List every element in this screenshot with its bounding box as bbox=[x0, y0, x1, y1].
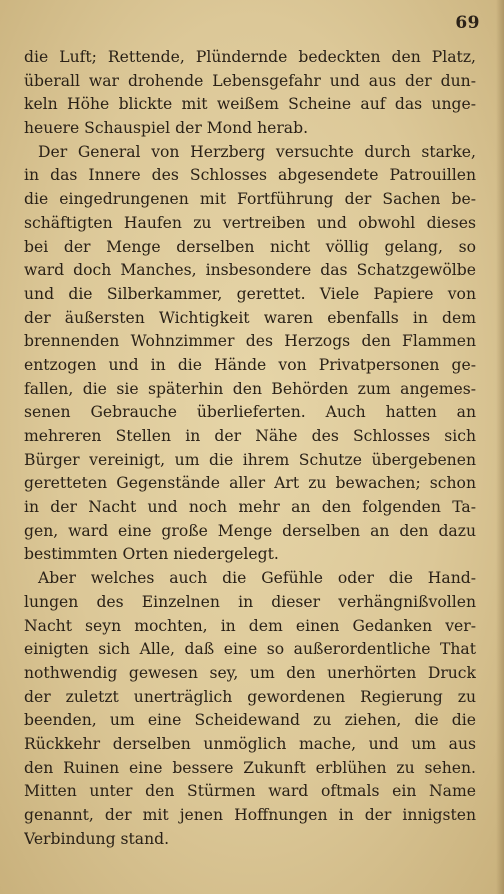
text-line: geretteten Gegenstände aller Art zu bewachen; schon bbox=[24, 474, 476, 493]
text-line: lungen des Einzelnen in dieser verhängnißvollen bbox=[24, 592, 476, 611]
text-line: in der Nacht und noch mehr an den folgenden Ta- bbox=[24, 498, 476, 517]
body-text bbox=[24, 46, 476, 851]
text-line: bestimmten Orten niedergelegt. bbox=[24, 545, 279, 564]
text-line: Rückkehr derselben unmöglich mache, und um aus bbox=[24, 734, 476, 753]
text-line: Mitten unter den Stürmen ward oftmals ein Name bbox=[24, 782, 476, 801]
text-line: der zuletzt unerträglich gewordenen Regierung zu bbox=[24, 687, 476, 706]
text-line: den Ruinen eine bessere Zukunft erblühen zu sehen. bbox=[24, 758, 476, 777]
text-line: senen Gebrauche überlieferten. Auch hatten an bbox=[24, 403, 476, 422]
text-line: und die Silberkammer, gerettet. Viele Papiere von bbox=[24, 284, 476, 303]
text-line: überall war drohende Lebensgefahr und aus der dun- bbox=[24, 71, 476, 90]
text-line: fallen, die sie späterhin den Behörden zum angemes- bbox=[24, 379, 476, 398]
text-line: Bürger vereinigt, um die ihrem Schutze übergebenen bbox=[24, 450, 476, 469]
text-line: Der General von Herzberg versuchte durch starke, bbox=[38, 142, 476, 161]
text-line: mehreren Stellen in der Nähe des Schlosses sich bbox=[24, 427, 476, 445]
text-line: nothwendig gewesen sey, um den unerhörten Druck bbox=[24, 663, 476, 682]
text-line: entzogen und in die Hände von Privatpersonen ge- bbox=[24, 355, 476, 374]
text-line: die eingedrungenen mit Fortführung der Sachen be- bbox=[24, 190, 476, 209]
text-line: beenden, um eine Scheidewand zu ziehen, die die bbox=[24, 711, 476, 730]
text-line: heuere Schauspiel der Mond herab. bbox=[24, 119, 309, 138]
text-line: ward doch Manches, insbesondere das Schatzgewölbe bbox=[24, 261, 476, 280]
text-line: einigten sich Alle, daß eine so außerordentliche That bbox=[24, 640, 476, 659]
text-line: in das Innere des Schlosses abgesendete Patrouillen bbox=[24, 166, 476, 185]
page-edge-shadow bbox=[496, 0, 504, 894]
text-line: genannt, der mit jenen Hoffnungen in der innigsten bbox=[24, 806, 476, 824]
text-line: Nacht seyn mochten, in dem einen Gedanken ver- bbox=[24, 616, 476, 635]
page-number: 69 bbox=[455, 13, 480, 33]
text-line: keln Höhe blickte mit weißem Scheine auf das unge- bbox=[24, 95, 476, 114]
text-line: Verbindung stand. bbox=[24, 829, 170, 848]
text-line: der äußersten Wichtigkeit waren ebenfalls in dem bbox=[24, 308, 476, 327]
text-line: gen, ward eine große Menge derselben an den dazu bbox=[24, 521, 476, 540]
text-line: Aber welches auch die Gefühle oder die Hand- bbox=[38, 569, 476, 588]
text-line: die Luft; Rettende, Plündernde bedeckten den Platz, bbox=[24, 48, 476, 66]
text-line: bei der Menge derselben nicht völlig gelang, so bbox=[24, 237, 476, 256]
text-line: schäftigten Haufen zu vertreiben und obwohl dieses bbox=[24, 213, 476, 232]
text-line: brennenden Wohnzimmer des Herzogs den Flammen bbox=[24, 332, 476, 351]
